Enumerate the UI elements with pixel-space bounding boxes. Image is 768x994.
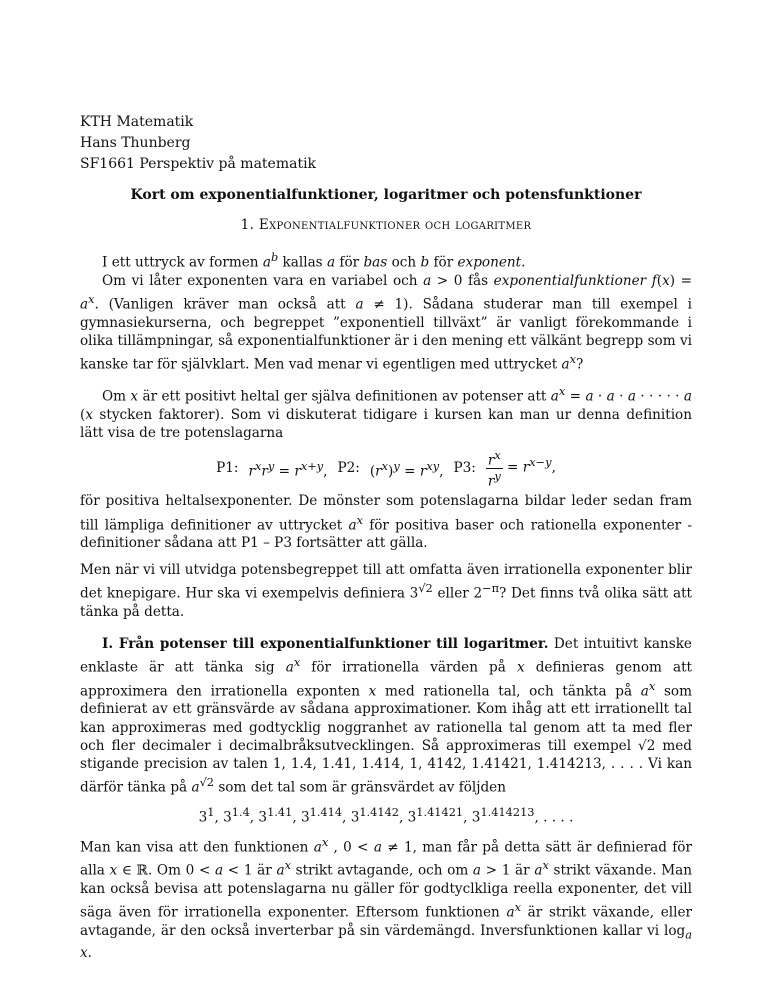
paragraph: Men när vi vill utvidga potensbegreppet till att omfatta även irrationella exponenter blir det knepigare. Hur ska vi exempelvis definiera $3^{√2}$ eller $2^{-\pi}$? Det finns två olika sätt att tänka på detta. bbox=[80, 561, 693, 620]
author: Hans Thunberg bbox=[80, 135, 191, 151]
section-heading: 1. Exponentialfunktioner och logaritmer bbox=[240, 217, 532, 234]
paragraph: för positiva heltalsexponenter. De mönster som potenslagarna bildar leder sedan fram till lämpliga definitioner av uttrycket $a^x$ för positiva baser och rationella exponenter - definitioner sådana att P1 – P3 fortsätter att gälla. bbox=[80, 493, 692, 552]
p1-formula: $r^xr^y = r^{x+y}$, bbox=[248, 458, 328, 480]
sequence-formula: $3^1$, $3^{1.4}$, $3^{1.41}$, $3^{1.414}$, $3^{1.4142}$, $3^{1.41421}$, $3^{1.414213}$, . . . . bbox=[198, 804, 574, 826]
paragraph: I ett uttryck av formen $a^b$ kallas a för bas och b för exponent. bbox=[102, 250, 526, 271]
institution: KTH Matematik bbox=[80, 114, 194, 130]
document-title: Kort om exponentialfunktioner, logaritmer och potensfunktioner bbox=[130, 187, 642, 203]
p3-label: P3: bbox=[453, 460, 476, 477]
p2-formula: $(r^x)^y = r^{xy}$, bbox=[369, 458, 444, 480]
paragraph: Om x är ett positivt heltal ger själva definitionen av potenser att $a^x = a \cdot a \cdot a$ · · · · · a (x stycken faktorer). Som vi diskuterat tidigare i kursen kan man ur denna definition lätt visa de tre potenslagarna bbox=[80, 384, 692, 442]
paragraph: Man kan visa att den funktionen $a^x$ , 0 < a ≠ 1, man får på detta sätt är definierad för alla x ∈ ℝ. Om 0 < a < 1 är $a^x$ strikt avtagande, och om a > 1 är $a^x$ strikt växande. Man kan också bevisa att potenslagarna nu gäller för godtyclkliga reella exponenter, det vill säga även för irrationella exponenter. Eftersom funktionen $a^x$ är strikt växande, eller avtagande, är den också inverterbar på sin värdemängd. Inversfunktionen kallar vi $\log_a x$. bbox=[80, 834, 692, 961]
paragraph: Om vi låter exponenten vara en variabel och a > 0 fås exponentialfunktioner $f(x) = a^x$. (Vanligen kräver man också att a ≠ 1). Sådana studerar man till exempel i gymnasiekurserna, och begreppet ”exponentiell tillväxt” är vanligt förekommande i olika tillämpningar, så exponentialfunktioner är i den mening ett välkänt begrepp som vi kanske tar för självklart. Men vad menar vi egentligen med uttrycket $a^x$? bbox=[80, 273, 693, 374]
document-page bbox=[80, 112, 692, 962]
power-laws-equation bbox=[80, 448, 692, 488]
p2-label: P2: bbox=[337, 460, 360, 477]
subsection-heading: I. Från potenser till exponentialfunktioner till logaritmer. bbox=[102, 635, 549, 652]
course: SF1661 Perspektiv på matematik bbox=[80, 156, 317, 172]
p1-label: P1: bbox=[216, 460, 239, 477]
p3-formula: $\frac{r^x}{r^y}$ = $r^{x-y}$, bbox=[487, 448, 556, 490]
header-block bbox=[80, 112, 692, 175]
paragraph: I. Från potenser till exponentialfunktioner till logaritmer. Det intuitivt kanske enklaste är att tänka sig $a^x$ för irrationella värden på x definieras genom att approximera den irrationella exponten x med rationella tal, och tänkta på $a^x$ som definierat av ett gränsvärde av sådana approximationer. Kom ihåg att ett irrationellt tal kan approximeras med godtycklig noggranhet av rationella tal genom att ta med fler och fler decimaler i decimalbråksutvecklingen. Så approximeras till exempel √2 med stigande precision av talen 1, 1.4, 1.41, 1.414, 1, 4142, 1.41421, 1.414213, . . . . Vi kan därför tänka på $a^{√2}$ som det tal som är gränsvärdet av följden bbox=[80, 635, 693, 796]
